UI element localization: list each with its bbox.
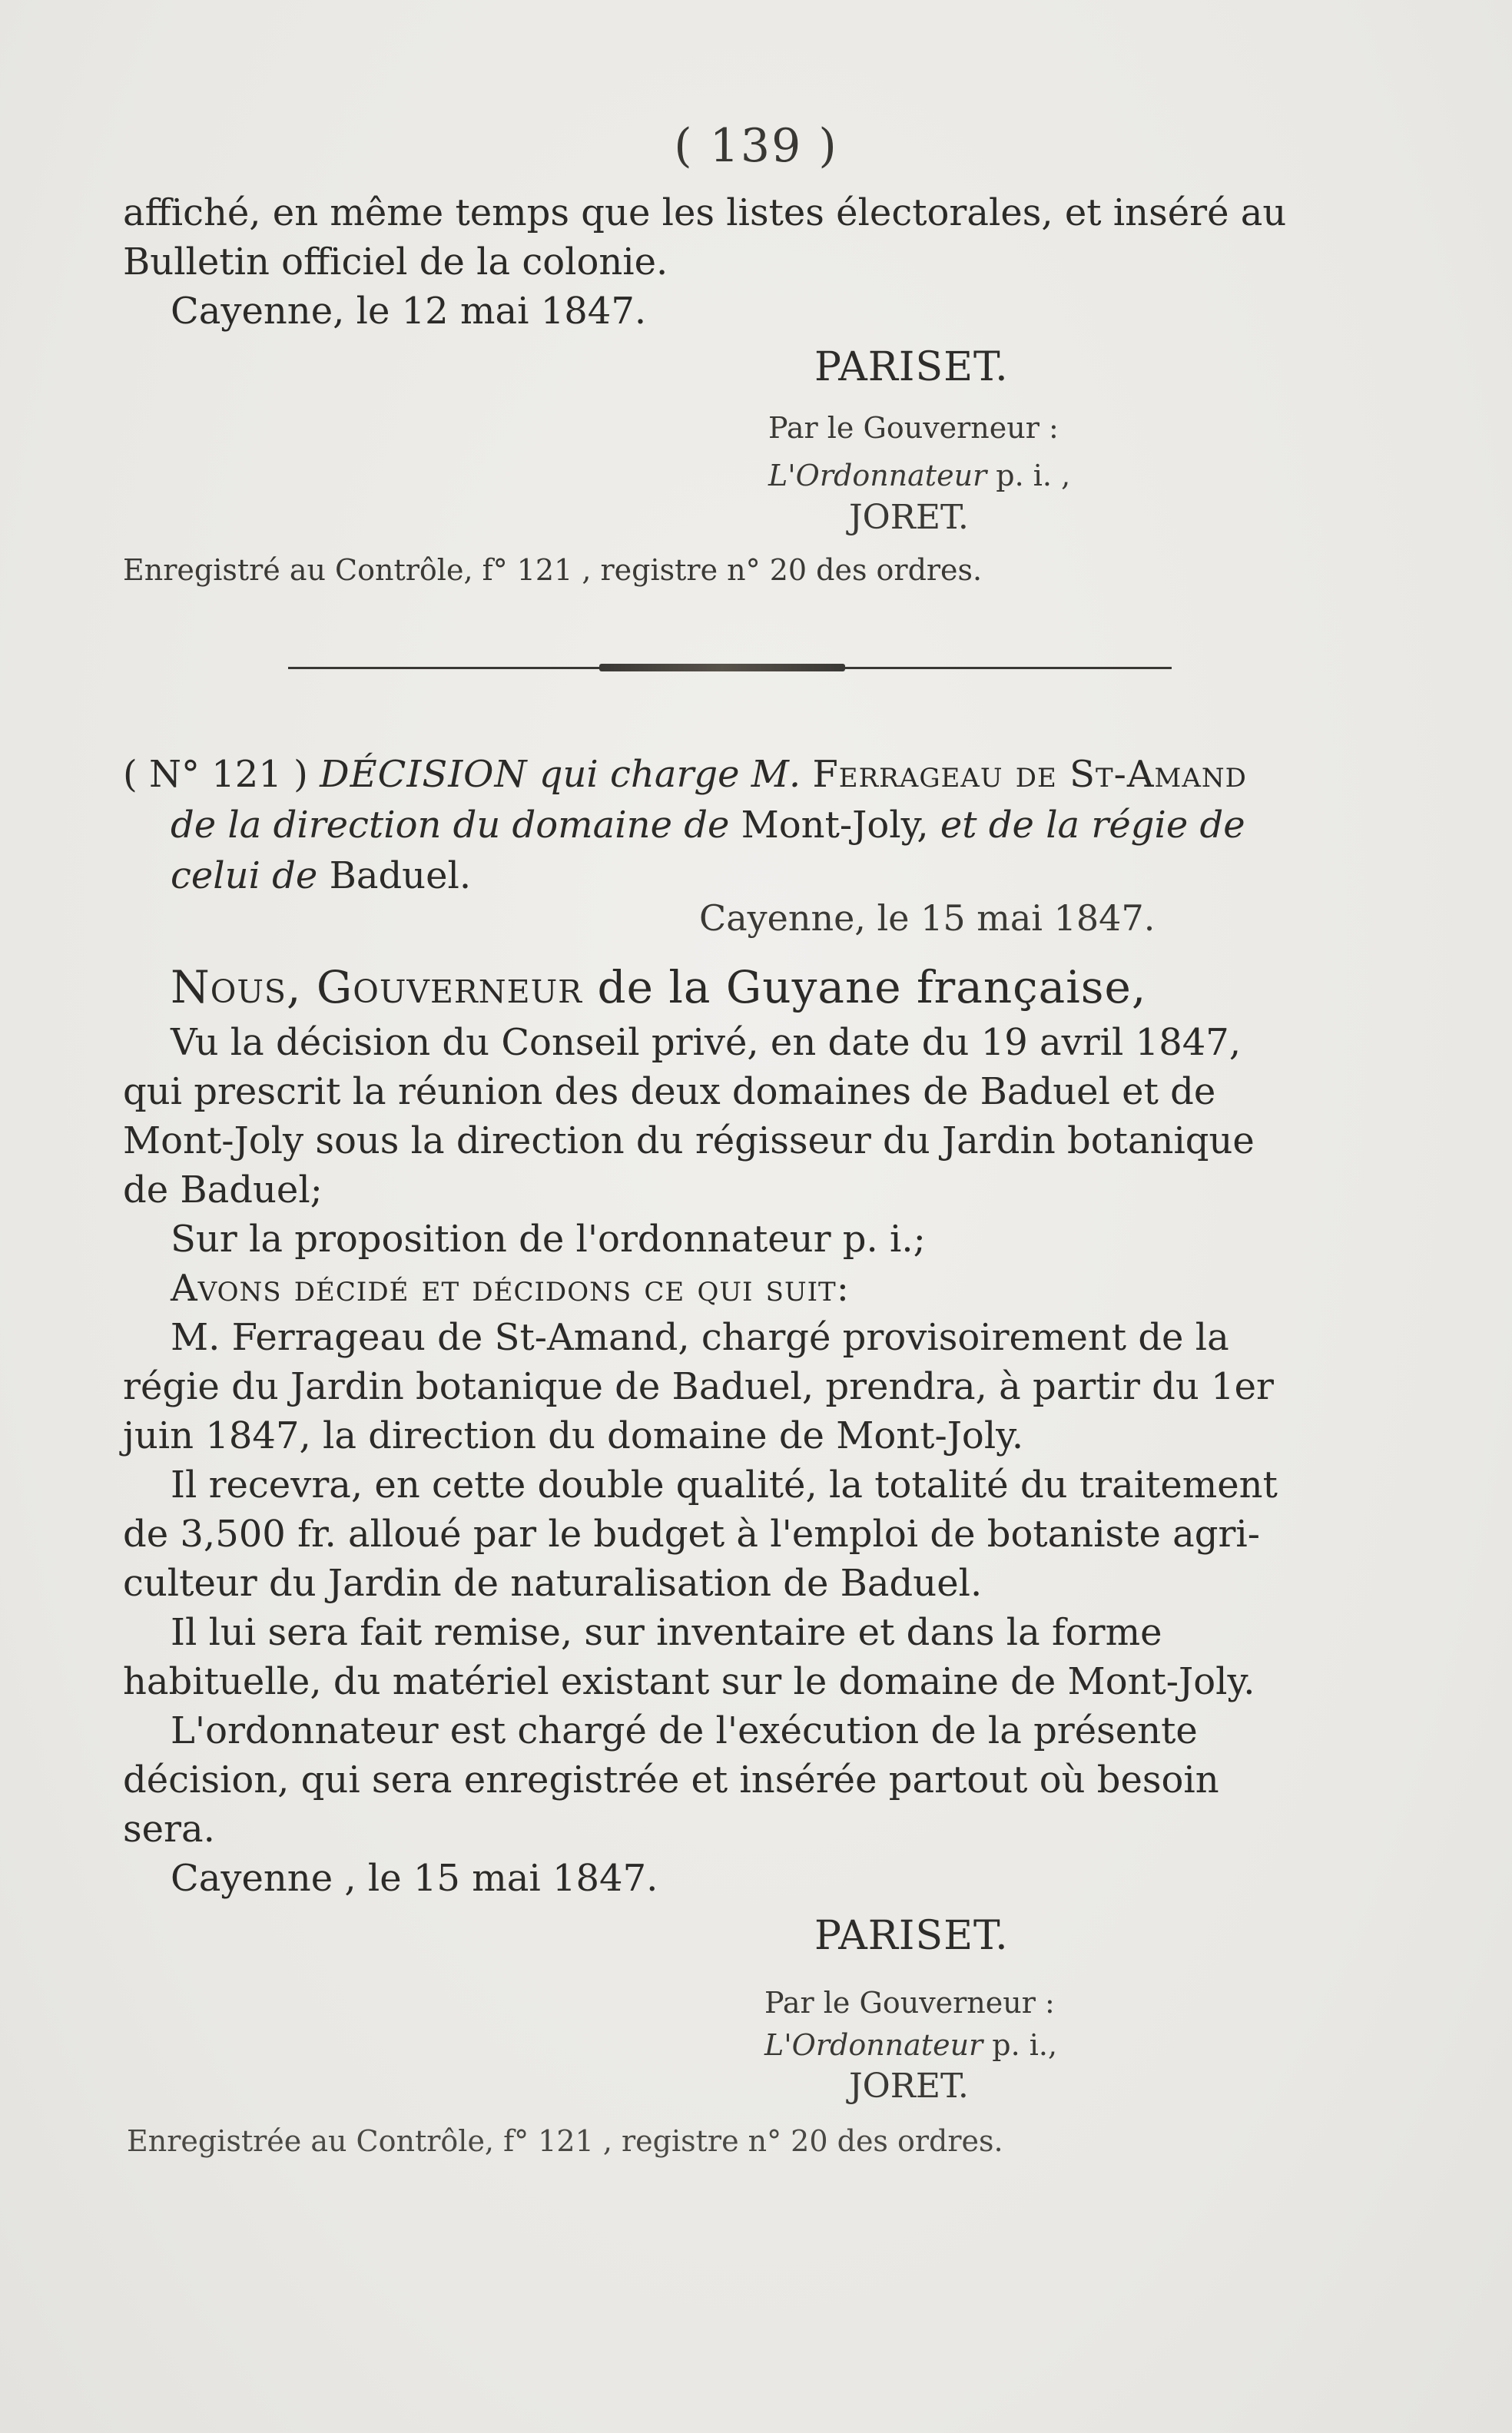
decision-joret: JORET. [849,2067,969,2106]
body-line: de 3,500 fr. alloué par le budget à l'emploi de botaniste agri- [123,1513,1260,1556]
continuation-line-1: affiché, en même temps que les listes électorales, et inséré au [123,191,1287,234]
body-paragraph [123,1313,1337,1460]
body-paragraph [123,1264,1337,1313]
decision-pi: p. i., [992,2028,1058,2062]
top-date: Cayenne, le 12 mai 1847. [171,290,647,333]
decision-heading-line-1 [123,749,1337,800]
body-line: qui prescrit la réunion des deux domaines de Baduel et de [123,1070,1216,1113]
body-line: Il lui sera fait remise, sur inventaire et dans la forme [171,1611,1162,1654]
decision-title-line2-c: et de la régie de [940,804,1245,847]
decision-title-line3-b: Baduel. [329,854,472,897]
body-paragraph [123,1608,1337,1706]
decision-ordonnateur: L'Ordonnateur [764,2028,983,2062]
body-line: Il recevra, en cette double qualité, la totalité du traitement [171,1463,1278,1507]
closing-date: Cayenne , le 15 mai 1847. [171,1857,658,1900]
decision-title-rest: qui charge M. [539,753,801,796]
top-joret: JORET. [849,498,969,537]
top-ordonnateur: L'Ordonnateur [768,459,987,492]
body-paragraph [123,1215,1337,1264]
body-line: habituelle, du matériel existant sur le domaine de Mont-Joly. [123,1660,1255,1703]
decision-heading-line-3 [123,850,1337,901]
body-line: Sur la proposition de l'ordonnateur p. i.; [171,1218,926,1261]
decision-heading-line-2 [123,800,1337,850]
decision-title-line2-b: Mont-Joly, [741,804,929,847]
continuation-text [123,188,1337,336]
top-signature: PARISET. [814,344,1009,390]
decision-number: ( N° 121 ) [123,753,308,796]
decision-preamble [123,956,1337,1018]
body-line: M. Ferrageau de St-Amand, chargé provisoirement de la [171,1316,1229,1359]
decision-nous-title: Nous, Gouverneur [171,961,583,1013]
body-line: sera. [123,1808,215,1851]
decision-signature: PARISET. [814,1913,1009,1959]
decision-nous [123,956,1337,1018]
body-line: régie du Jardin botanique de Baduel, prendra, à partir du 1er [123,1365,1274,1408]
body-line: L'ordonnateur est chargé de l'exécution de la présente [171,1709,1198,1752]
decision-ordonnateur-line [764,2028,1057,2062]
page-number: ( 139 ) [674,119,838,173]
top-par-le-gouverneur: Par le Gouverneur : [768,411,1059,445]
body-line: Avons décidé et décidons ce qui suit: [171,1267,850,1310]
decision-title-line2-a: de la direction du domaine de [171,804,730,847]
top-enregistre: Enregistré au Contrôle, f° 121 , registre n° 20 des ordres. [123,553,983,587]
body-line: Mont-Joly sous la direction du régisseur du Jardin botanique [123,1119,1255,1162]
body-line: décision, qui sera enregistrée et insérée partout où besoin [123,1758,1219,1802]
decision-par-le-gouverneur: Par le Gouverneur : [764,1986,1055,2020]
decision-title-line3-a: celui de [171,854,318,897]
decision-enregistre: Enregistrée au Contrôle, f° 121 , registre n° 20 des ordres. [127,2124,1003,2158]
decision-heading [123,749,1337,901]
top-pi: p. i. , [996,459,1071,492]
separator-ornament [599,664,845,671]
body-line: culteur du Jardin de naturalisation de Baduel. [123,1562,983,1605]
decision-date: Cayenne, le 15 mai 1847. [699,897,1156,939]
decision-nous-rest: de la Guyane française, [597,961,1147,1013]
body-line: Vu la décision du Conseil privé, en date du 19 avril 1847, [171,1021,1242,1064]
body-line: de Baduel; [123,1168,323,1212]
decision-body [123,1018,1337,1903]
decision-title-word: DÉCISION [320,753,528,796]
top-ordonnateur-line [768,459,1070,492]
continuation-line-2: Bulletin officiel de la colonie. [123,240,668,283]
body-line: juin 1847, la direction du domaine de Mont-Joly. [123,1414,1024,1457]
body-paragraph [123,1018,1337,1215]
body-paragraph [123,1460,1337,1608]
body-paragraph [123,1706,1337,1854]
decision-person-name: Ferrageau de St-Amand [812,753,1247,796]
